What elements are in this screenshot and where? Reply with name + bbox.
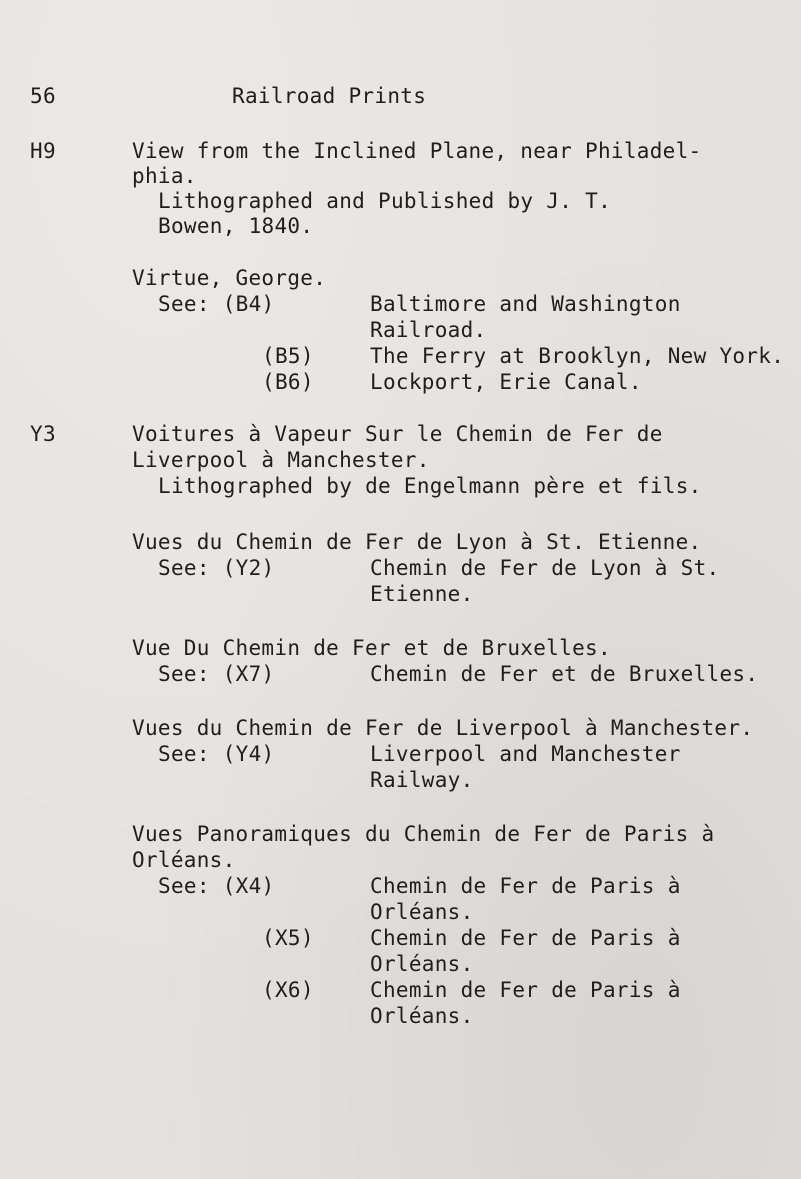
see-target-y4-cont: Railway. — [370, 768, 474, 792]
see-target-x6-cont: Orléans. — [370, 1004, 474, 1028]
see-ref-x7: See: (X7) — [158, 662, 275, 686]
see-target-x6: Chemin de Fer de Paris à — [370, 978, 681, 1002]
entry-y3-title-cont: Liverpool à Manchester. — [132, 448, 430, 472]
entry-virtue-title: Virtue, George. — [132, 266, 327, 290]
see-ref-x4: See: (X4) — [158, 874, 275, 898]
see-target-b4-cont: Railroad. — [370, 318, 487, 342]
see-target-y2: Chemin de Fer de Lyon à St. — [370, 556, 720, 580]
entry-y3-note: Lithographed by de Engelmann père et fils. — [158, 474, 702, 498]
see-target-x4-cont: Orléans. — [370, 900, 474, 924]
entry-bruxelles-title: Vue Du Chemin de Fer et de Bruxelles. — [132, 636, 611, 660]
see-target-x4: Chemin de Fer de Paris à — [370, 874, 681, 898]
entry-y3-title: Voitures à Vapeur Sur le Chemin de Fer de — [132, 422, 663, 446]
see-target-x7: Chemin de Fer et de Bruxelles. — [370, 662, 759, 686]
entry-h9-note: Lithographed and Published by J. T. — [158, 189, 612, 213]
see-ref-y4: See: (Y4) — [158, 742, 275, 766]
entry-h9-note-cont: Bowen, 1840. — [158, 214, 314, 238]
entry-liverpool-title: Vues du Chemin de Fer de Liverpool à Manchester. — [132, 716, 754, 740]
see-ref-x5: (X5) — [262, 926, 314, 950]
see-target-b6: Lockport, Erie Canal. — [370, 370, 642, 394]
see-target-x5-cont: Orléans. — [370, 952, 474, 976]
see-target-y4: Liverpool and Manchester — [370, 742, 681, 766]
page-number: 56 — [30, 84, 56, 108]
entry-paris-title: Vues Panoramiques du Chemin de Fer de Paris à — [132, 822, 715, 846]
see-ref-b5: (B5) — [262, 344, 314, 368]
see-target-y2-cont: Etienne. — [370, 582, 474, 606]
see-ref-b4: See: (B4) — [158, 292, 275, 316]
see-target-x5: Chemin de Fer de Paris à — [370, 926, 681, 950]
see-target-b5: The Ferry at Brooklyn, New York. — [370, 344, 785, 368]
see-ref-x6: (X6) — [262, 978, 314, 1002]
see-ref-y2: See: (Y2) — [158, 556, 275, 580]
entry-lyon-title: Vues du Chemin de Fer de Lyon à St. Etienne. — [132, 530, 702, 554]
running-title: Railroad Prints — [232, 84, 427, 108]
entry-paris-title-cont: Orléans. — [132, 848, 236, 872]
entry-id-y3: Y3 — [30, 422, 56, 446]
see-ref-b6: (B6) — [262, 370, 314, 394]
entry-h9-title: View from the Inclined Plane, near Philadel- — [132, 139, 702, 163]
entry-id-h9: H9 — [30, 139, 56, 163]
see-target-b4: Baltimore and Washington — [370, 292, 681, 316]
entry-h9-title-cont: phia. — [132, 164, 197, 188]
